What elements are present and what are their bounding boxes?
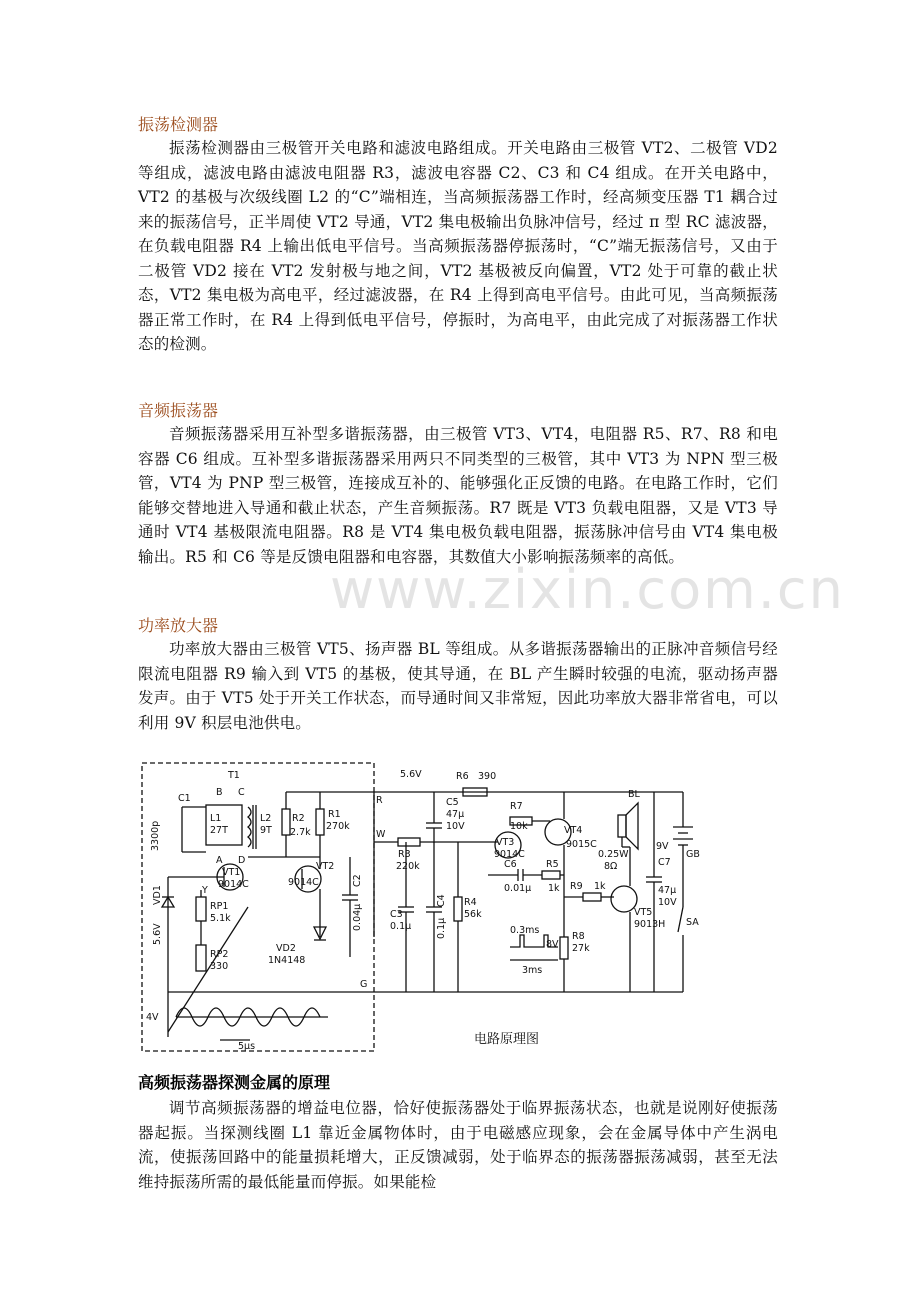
label-9v: 9V (656, 841, 669, 852)
label-c7-value: 47μ (658, 885, 677, 896)
label-5v6: 5.6V (400, 769, 422, 780)
label-c3-value: 0.1μ (390, 921, 412, 932)
label-bl-ohm: 8Ω (604, 861, 618, 872)
label-r3-value: 220k (396, 861, 420, 872)
label-r8: R8 (572, 931, 585, 942)
watermark: www.zixin.com.cn (330, 558, 845, 621)
label-r3: R3 (398, 849, 411, 860)
label-rp2-value: 330 (210, 961, 229, 972)
label-c6-value: 0.01μ (504, 883, 532, 894)
label-b: B (216, 787, 223, 798)
label-l1-value: 27T (210, 825, 228, 836)
section-paragraph: 振荡检测器由三极管开关电路和滤波电路组成。开关电路由三极管 VT2、二极管 VD2 等组成，滤波电路由滤波电阻器 R3，滤波电容器 C2、C3 和 C4 组成。在开关电路中，VT2 的基极与次级线圈 L2 的“C”端相连，当高频振荡器工作时，经高频变压器 T1 耦合过来的振荡信号，正半周使 VT2 导通，VT2 集电极输出负脉冲信号，经过 π 型 RC 滤波器，在负载电阻器 R4 上输出低电平信号。当高频振荡器停振荡时，“C”端无振荡信号，又由于二极管 VD2 接在 VT2 发射极与地之间，VT2 基极被反向偏置，VT2 处于可靠的截止状态，VT2 集电极为高电平，经过滤波器，在 R4 上得到高电平信号。由此可见，当高频振荡器正常工作时，在 R4 上得到低电平信号，停振时，为高电平，由此完成了对振荡器工作状态的检测。 (138, 139, 778, 353)
label-pulse-amplitude: 8V (546, 939, 559, 950)
label-vd1-value: 5.6V (152, 923, 163, 945)
label-pulse-period: 3ms (522, 965, 543, 976)
label-r9: R9 (570, 881, 583, 892)
label-c7-voltage: 10V (658, 897, 677, 908)
label-l2: L2 (260, 813, 272, 824)
circuit-diagram (138, 757, 698, 1057)
section-heading: 振荡检测器 (138, 115, 219, 134)
label-y: Y (202, 885, 208, 896)
label-a: A (216, 855, 223, 866)
label-r8-value: 27k (572, 943, 590, 954)
label-r4-value: 56k (464, 909, 482, 920)
label-c5-value: 47μ (446, 809, 465, 820)
section-heading: 功率放大器 (138, 616, 219, 635)
label-vd1: VD1 (152, 885, 163, 905)
label-c: C (238, 787, 245, 798)
section-paragraph: 功率放大器由三极管 VT5、扬声器 BL 等组成。从多谐振荡器输出的正脉冲音频信号经限流电阻器 R9 输入到 VT5 的基极，使其导通，在 BL 产生瞬时较强的电流，驱动扬声器发声。由于 VT5 处于开关工作状态，而导通时间又非常短，因此功率放大器非常省电，可以利用 9V 积层电池供电。 (138, 640, 778, 732)
label-vt4: VT4 (564, 825, 583, 836)
label-vt2-type: 9014C (288, 877, 319, 888)
label-rp1-value: 5.1k (210, 913, 231, 924)
label-vt1: VT1 (222, 867, 241, 878)
label-vt2: VT2 (316, 861, 335, 872)
label-r2-value: 2.7k (290, 827, 311, 838)
label-vt3-type: 9014C (494, 849, 525, 860)
diagram-caption: 电路原理图 (474, 1032, 540, 1047)
label-c2: C2 (352, 874, 363, 887)
label-r2: R2 (292, 813, 305, 824)
label-c5-voltage: 10V (446, 821, 465, 832)
section-heading: 高频振荡器探测金属的原理 (138, 1073, 331, 1092)
label-r4: R4 (464, 897, 477, 908)
label-r7: R7 (510, 801, 523, 812)
label-c1: C1 (178, 793, 191, 804)
label-r7-value: 10k (510, 821, 528, 832)
label-vt5: VT5 (634, 907, 653, 918)
label-vd2-type: 1N4148 (268, 955, 306, 966)
label-g: G (360, 979, 368, 990)
label-r6: R6 (456, 771, 469, 782)
label-4v: 4V (146, 1012, 159, 1023)
label-d: D (238, 855, 246, 866)
label-t1: T1 (228, 770, 240, 781)
label-vt3: VT3 (496, 837, 515, 848)
label-bl: BL (628, 789, 640, 800)
label-vt5-type: 9013H (634, 919, 666, 930)
section-paragraph: 音频振荡器采用互补型多谐振荡器，由三极管 VT3、VT4，电阻器 R5、R7、R8 和电容器 C6 组成。互补型多谐振荡器采用两只不同类型的三极管，其中 VT3 为 NPN 型三极管，VT4 为 PNP 型三极管，连接成互补的、能够强化正反馈的电路。在电路工作时，它们能够交替地进入导通和截止状态，产生音频振荡。R7 既是 VT3 负载电阻器，又是 VT3 导通时 VT4 基极限流电阻器。R8 是 VT4 集电极负载电阻器，振荡脉冲信号由 VT4 集电极输出。R5 和 C6 等是反馈电阻器和电容器，其数值大小影响振荡频率的高低。 (138, 425, 778, 566)
label-c3: C3 (390, 909, 403, 920)
label-r9-value: 1k (594, 881, 606, 892)
section-paragraph: 调节高频振荡器的增益电位器，恰好使振荡器处于临界振荡状态，也就是说刚好使振荡器起振。当探测线圈 L1 靠近金属物体时，由于电磁感应现象，会在金属导体中产生涡电流，使振荡回路中的能量损耗增大，正反馈减弱，处于临界态的振荡器振荡减弱，甚至无法维持振荡所需的最低能量而停振。如果能检 (138, 1099, 778, 1191)
label-c1-value: 3300p (150, 820, 161, 851)
label-vt1-type: 9014C (218, 879, 249, 890)
label-r5: R5 (546, 859, 559, 870)
label-l1: L1 (210, 813, 222, 824)
label-c2-value: 0.04μ (352, 903, 363, 931)
label-bl-spec: 0.25W (598, 849, 629, 860)
label-rp1: RP1 (210, 901, 229, 912)
label-c7: C7 (658, 857, 671, 868)
oscillator-enclosure (142, 763, 374, 1051)
label-l2-value: 9T (260, 825, 272, 836)
label-c6: C6 (504, 859, 517, 870)
label-vd2: VD2 (276, 943, 296, 954)
label-r1-value: 270k (326, 821, 350, 832)
label-gb: GB (686, 849, 700, 860)
label-rp2: RP2 (210, 949, 229, 960)
label-r-node: R (376, 795, 383, 806)
label-r5-value: 1k (548, 883, 560, 894)
label-sa: SA (686, 917, 699, 928)
section-heading: 音频振荡器 (138, 401, 219, 420)
label-c5: C5 (446, 797, 459, 808)
label-pulse-width: 0.3ms (510, 925, 540, 936)
label-r1: R1 (328, 809, 341, 820)
label-r6-value: 390 (478, 771, 497, 782)
label-w-node: W (376, 829, 386, 840)
label-vt4-type: 9015C (566, 839, 597, 850)
label-5us: 5μs (238, 1041, 256, 1052)
label-c4: C4 (436, 894, 447, 907)
label-c4-value: 0.1μ (436, 917, 447, 939)
